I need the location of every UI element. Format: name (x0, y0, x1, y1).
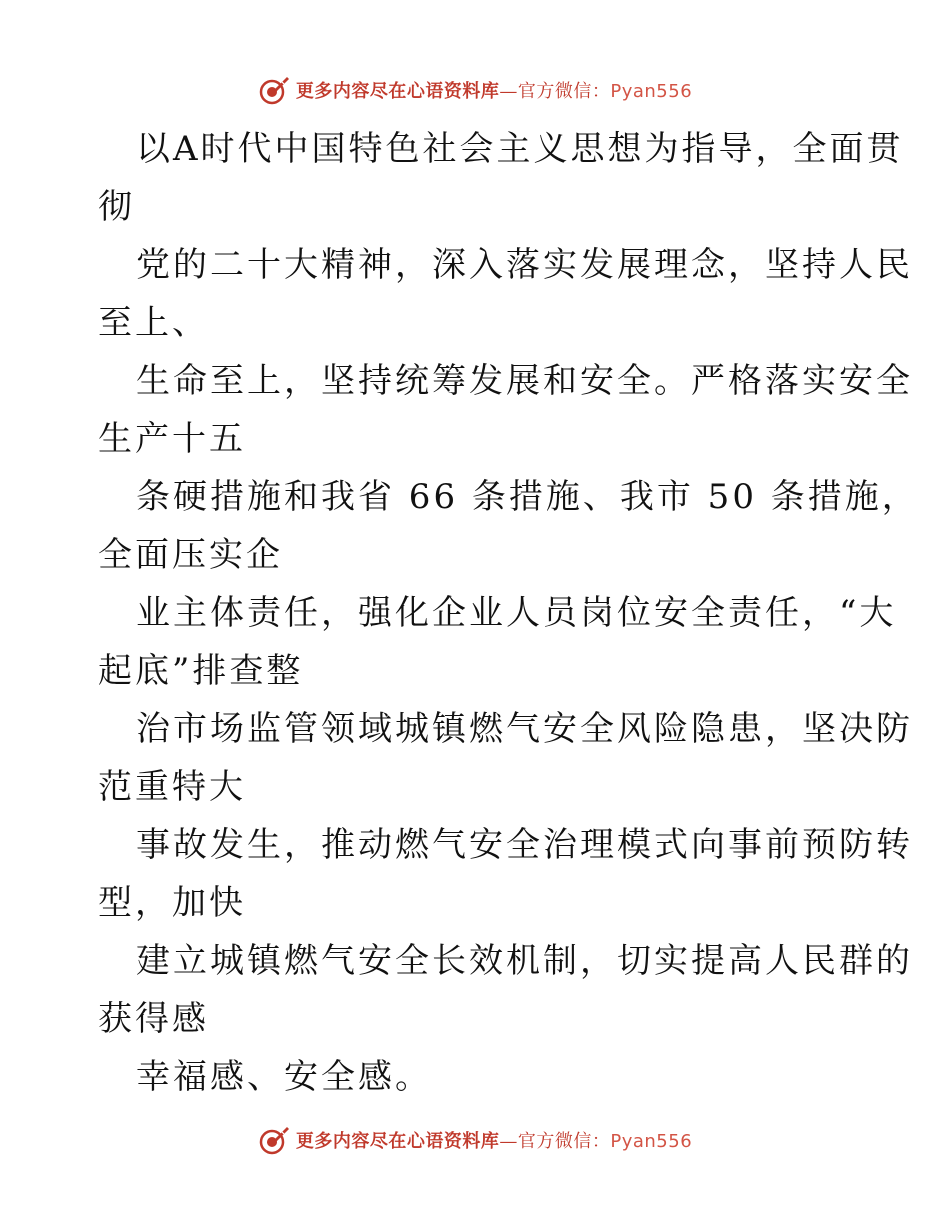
paragraph-line: 党的二十大精神，深入落实发展理念，坚持人民 (136, 245, 913, 285)
paragraph-line: 获得感 (98, 999, 209, 1039)
paragraph-line: 起底”排查整 (98, 651, 304, 691)
paragraph-line: 至上、 (98, 303, 209, 343)
pen-nib-logo-icon (258, 1124, 290, 1156)
paragraph-line: 事故发生，推动燃气安全治理模式向事前预防转 (136, 825, 913, 865)
watermark-text: 更多内容尽在心语资料库—官方微信：Pyan556 (295, 1131, 693, 1152)
document-body (98, 120, 919, 1106)
header-watermark (0, 70, 950, 110)
paragraph-line: 以A时代中国特色社会主义思想为指导，全面贯 (136, 129, 904, 169)
paragraph-line: 业主体责任，强化企业人员岗位安全责任，“大 (136, 593, 897, 633)
paragraph-line: 全面压实企 (98, 535, 283, 575)
paragraph-line: 幸福感、安全感。 (136, 1057, 432, 1097)
paragraph-line: 建立城镇燃气安全长效机制，切实提高人民群的 (136, 941, 913, 981)
paragraph-line: 范重特大 (98, 767, 246, 807)
paragraph-line: 型，加快 (98, 883, 246, 923)
paragraph-line: 彻 (98, 187, 135, 227)
pen-nib-logo-icon (258, 74, 290, 106)
footer-watermark (0, 1120, 950, 1160)
paragraph-line: 生产十五 (98, 419, 246, 459)
paragraph-line: 生命至上，坚持统筹发展和安全。严格落实安全 (136, 361, 913, 401)
paragraph-line: 治市场监管领域城镇燃气安全风险隐患，坚决防 (136, 709, 913, 749)
paragraph-line: 条硬措施和我省 66 条措施、我市 50 条措施， (136, 477, 919, 517)
watermark-text: 更多内容尽在心语资料库—官方微信：Pyan556 (295, 81, 693, 102)
